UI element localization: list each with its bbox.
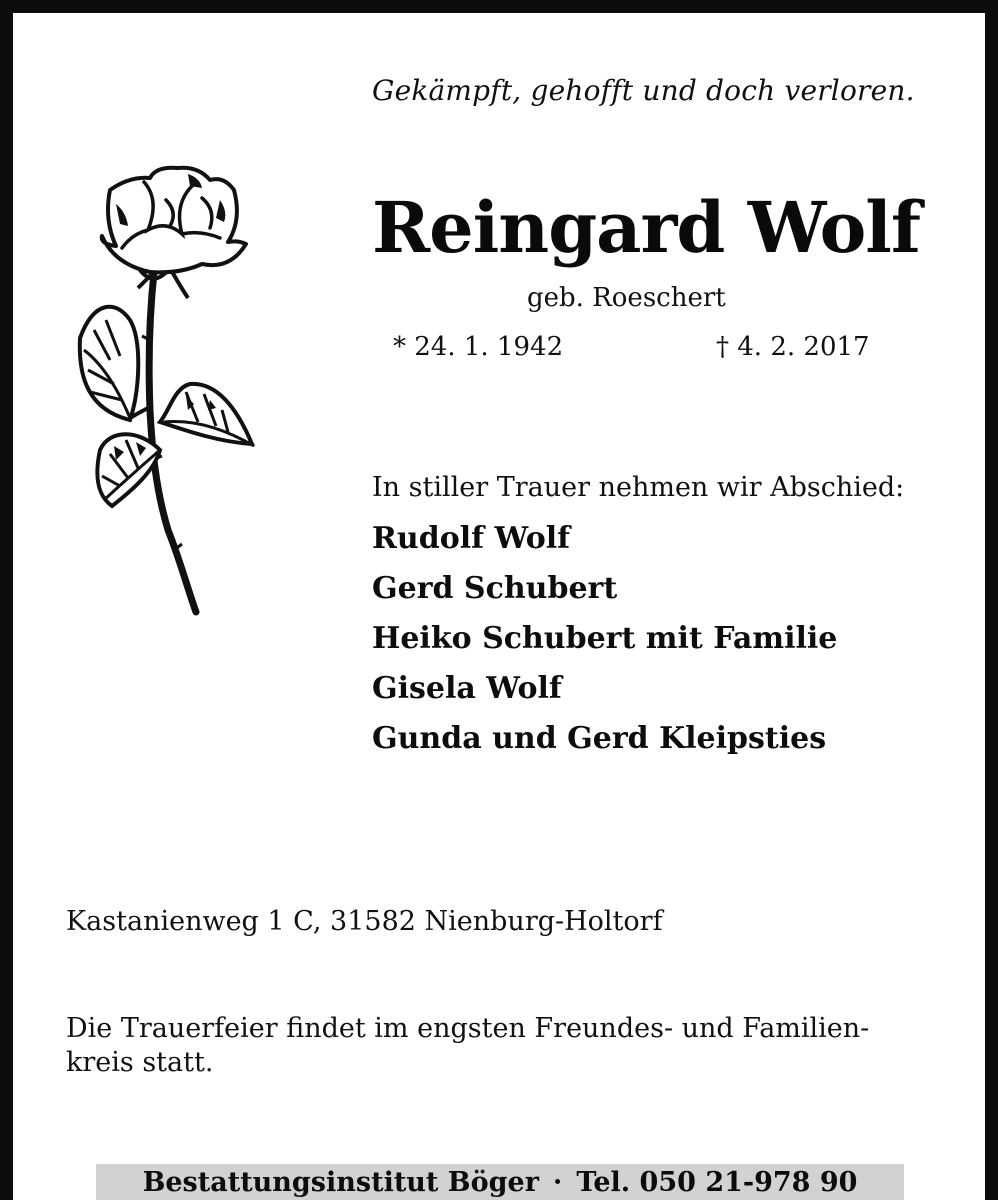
mourner-name: Heiko Schubert mit Familie <box>372 621 838 656</box>
ceremony-line: Die Trauerfeier findet im engsten Freundes- und Familien- <box>66 1013 870 1044</box>
maiden-name: geb. Roeschert <box>527 283 726 313</box>
funeral-home-name: Bestattungsinstitut Böger <box>142 1166 539 1198</box>
mourner-name: Rudolf Wolf <box>372 521 571 556</box>
funeral-home-footer <box>96 1164 904 1200</box>
ceremony-note <box>66 1012 946 1080</box>
birth-date: * 24. 1. 1942 <box>393 332 564 362</box>
mourner-name: Gunda und Gerd Kleipsties <box>372 721 827 756</box>
mourner-list <box>372 516 837 766</box>
ceremony-line: kreis statt. <box>66 1047 214 1078</box>
funeral-home-phone: Tel. 050 21-978 90 <box>576 1166 858 1198</box>
deceased-name: Reingard Wolf <box>372 186 920 269</box>
death-date: † 4. 2. 2017 <box>716 332 870 362</box>
address: Kastanienweg 1 C, 31582 Nienburg-Holtorf <box>66 906 663 937</box>
mourner-name: Gisela Wolf <box>372 671 562 706</box>
mourner-name: Gerd Schubert <box>372 571 618 606</box>
footer-separator: · <box>552 1166 563 1198</box>
mourning-intro: In stiller Trauer nehmen wir Abschied: <box>372 472 905 503</box>
rose-icon <box>70 160 270 620</box>
motto: Gekämpft, gehofft und doch verloren. <box>372 74 915 107</box>
